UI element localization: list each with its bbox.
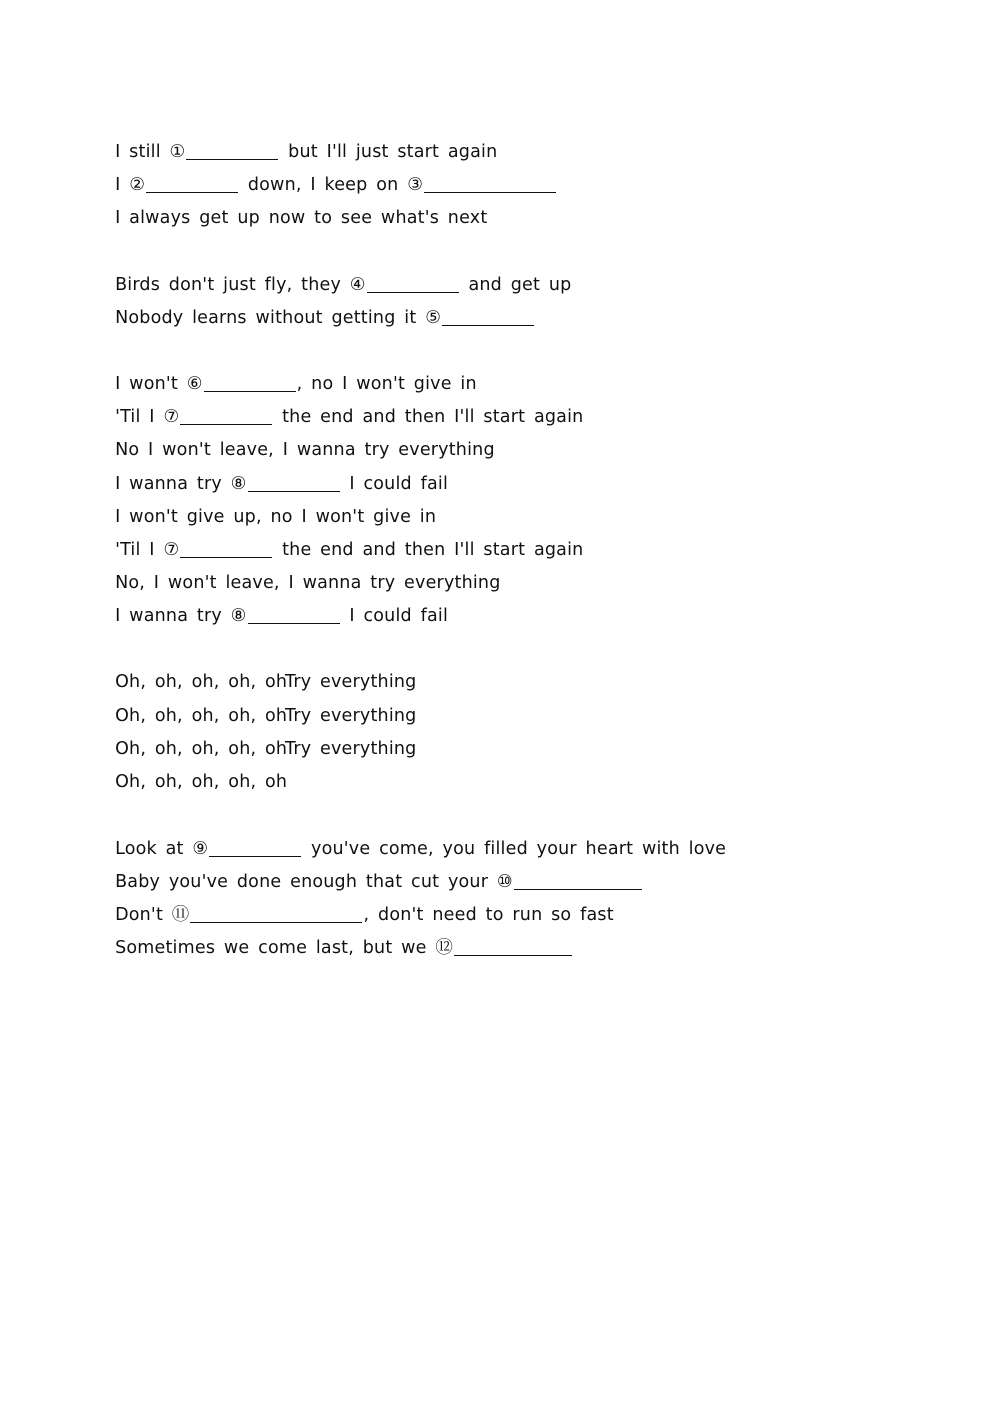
lyric-text: Look at	[115, 839, 193, 859]
lyric-text: the end and then I'll start again	[273, 540, 584, 560]
lyric-text: Baby you've done enough that cut your	[115, 872, 497, 892]
blank-5[interactable]	[425, 306, 534, 328]
lyric-text: I could fail	[340, 606, 449, 626]
blank-number: ⑤	[425, 308, 442, 328]
lyric-text: I always get up now to see what's next	[115, 208, 488, 228]
lyric-line	[80, 116, 498, 162]
lyric-text: Try everything	[285, 739, 417, 759]
lyric-text: No, I won't leave, I wanna try everything	[115, 573, 501, 593]
lyric-line	[80, 879, 614, 925]
lyric-line	[80, 846, 643, 892]
lyric-line	[80, 481, 437, 527]
lyric-line	[80, 813, 727, 859]
lyric-text: I could fail	[340, 474, 449, 494]
chorus-line	[80, 713, 417, 759]
lyric-text: I won't give up, no I won't give in	[115, 507, 437, 527]
lyric-text: Birds don't just fly, they	[115, 275, 350, 295]
lyric-line	[80, 580, 449, 626]
blank-number: ⑧	[230, 606, 247, 626]
lyric-text: , no I won't give in	[296, 374, 477, 394]
lyric-line	[80, 182, 488, 228]
lyric-text: No I won't leave, I wanna try everything	[115, 440, 495, 460]
lyric-text: I	[115, 175, 130, 195]
lyric-text: Try everything	[285, 672, 417, 692]
chorus-line	[80, 680, 417, 726]
blank-number: ⑦	[163, 407, 180, 427]
lyric-text: , don't need to run so fast	[363, 905, 614, 925]
lyric-text: and get up	[459, 275, 572, 295]
lyric-line	[80, 282, 535, 328]
lyric-text: 'Til I	[115, 540, 164, 560]
lyric-text: Oh, oh, oh, oh, oh	[115, 739, 288, 759]
chorus-line	[80, 746, 288, 792]
lyric-text: the end and then I'll start again	[273, 407, 584, 427]
lyric-line	[80, 414, 495, 460]
blank-number: ①	[169, 142, 186, 162]
lyric-text: Sometimes we come last, but we	[115, 938, 436, 958]
blank-number: ⑫	[435, 938, 454, 958]
blank-number: ②	[129, 175, 146, 195]
blank-underline	[442, 309, 534, 326]
lyric-text: Oh, oh, oh, oh, oh	[115, 706, 288, 726]
blank-number: ⑪	[171, 905, 190, 925]
lyric-text: Nobody learns without getting it	[115, 308, 426, 328]
lyric-text: you've come, you filled your heart with love	[302, 839, 727, 859]
lyric-line	[80, 381, 584, 427]
lyric-text: but I'll just start again	[279, 142, 498, 162]
blank-number: ⑨	[192, 839, 209, 859]
blank-number: ⑩	[496, 872, 513, 892]
lyric-line	[80, 249, 572, 295]
blank-12[interactable]	[435, 936, 572, 958]
lyric-text: Try everything	[285, 706, 417, 726]
blank-number: ⑦	[163, 540, 180, 560]
blank-underline	[248, 607, 340, 624]
blank-8-repeat[interactable]	[230, 604, 340, 626]
lyric-text: Oh, oh, oh, oh, oh	[115, 672, 288, 692]
lyric-line	[80, 514, 584, 560]
lyric-text: I still	[115, 142, 170, 162]
lyric-text: Don't	[115, 905, 172, 925]
lyric-text: 'Til I	[115, 407, 164, 427]
lyric-text: down, I keep on	[239, 175, 408, 195]
lyric-text: I wanna try	[115, 474, 231, 494]
blank-number: ⑥	[186, 374, 203, 394]
lyric-text: Oh, oh, oh, oh, oh	[115, 772, 288, 792]
lyric-line	[80, 547, 501, 593]
lyric-line	[80, 448, 449, 494]
lyric-text: I won't	[115, 374, 187, 394]
lyric-text: I wanna try	[115, 606, 231, 626]
blank-number: ⑧	[230, 474, 247, 494]
blank-number: ③	[407, 175, 424, 195]
lyric-line	[80, 149, 557, 195]
lyric-line	[80, 912, 573, 958]
lyric-line	[80, 348, 477, 394]
blank-underline	[454, 939, 572, 956]
blank-number: ④	[349, 275, 366, 295]
chorus-line	[80, 646, 417, 692]
